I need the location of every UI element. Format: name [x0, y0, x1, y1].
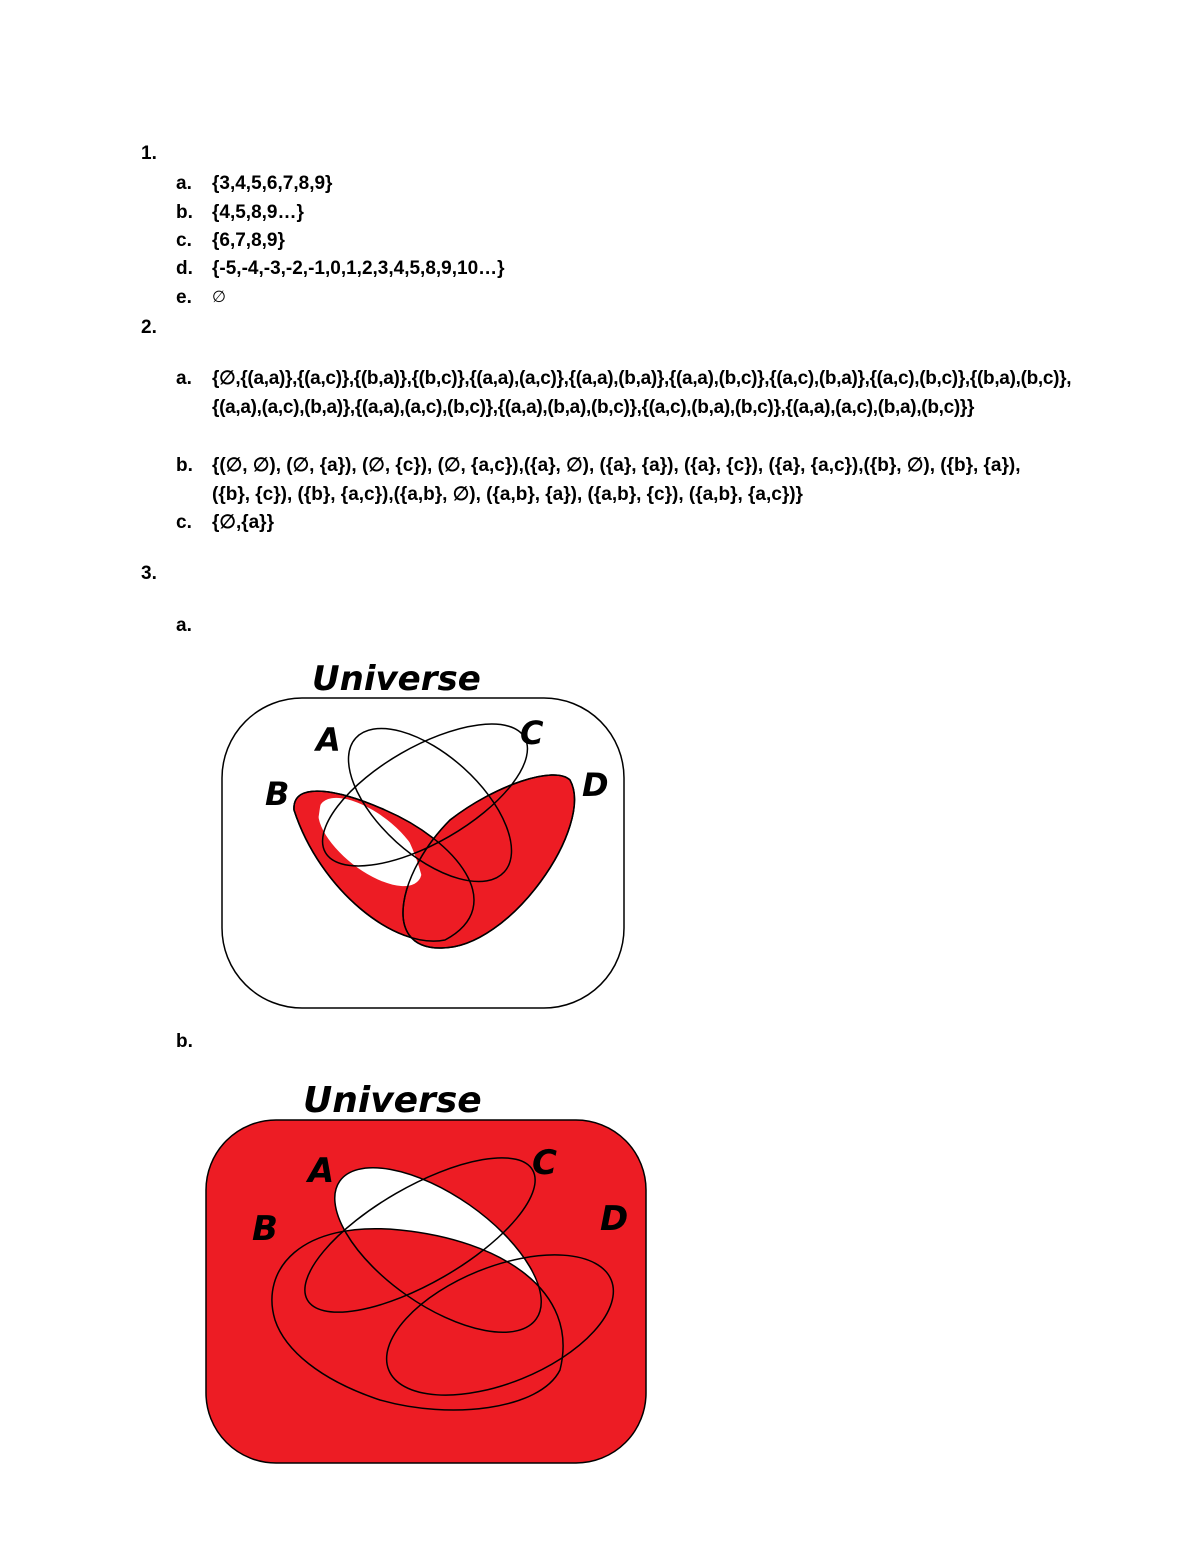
set-d-label: D [600, 1199, 629, 1239]
q1-item-c-text: {6,7,8,9} [212, 230, 285, 251]
universe-label: Universe [312, 659, 481, 699]
q2-item-b-text: {(∅, ∅), (∅, {a}), (∅, {c}), (∅, {a,c}),({a}, ∅), ({a}, {a}), ({a}, {c}), ({a}, {a,c}),({b}, ∅), ({b}, {a}), ({b}, {c}), ({b}, {a,c}),({a,b}, ∅), ({a,b}, {a}), ({a,b}, {c}), ({a,b}, {a,c})} [212, 455, 1021, 505]
q1-item-b-text: {4,5,8,9…} [212, 202, 304, 223]
q2-item-a-label: a. [176, 368, 192, 389]
universe-label: Universe [303, 1080, 482, 1121]
q2-item-b-label: b. [176, 455, 193, 476]
venn-diagram-b [200, 1070, 650, 1470]
q1-item-e-label: e. [176, 287, 192, 308]
set-a-label: A [316, 721, 341, 759]
venn-diagram-a [210, 650, 640, 1020]
q1-item-b-label: b. [176, 202, 193, 223]
set-d-label: D [582, 766, 609, 804]
set-c-label: C [532, 1143, 557, 1183]
q2-item-c-label: c. [176, 512, 192, 533]
set-c-label: C [520, 714, 544, 752]
q1-item-c-label: c. [176, 230, 192, 251]
set-a-label: A [308, 1151, 335, 1191]
question-2-number: 2. [141, 317, 157, 338]
q2-item-c-text: {∅,{a}} [212, 512, 274, 533]
q1-item-e-text: ∅ [212, 289, 226, 306]
question-3-number: 3. [141, 563, 157, 584]
question-1-number: 1. [141, 143, 157, 164]
set-b-label: B [265, 775, 290, 813]
q1-item-a-text: {3,4,5,6,7,8,9} [212, 173, 333, 194]
set-b-label: B [252, 1209, 278, 1249]
q1-item-d-label: d. [176, 258, 193, 279]
q1-item-d-text: {-5,-4,-3,-2,-1,0,1,2,3,4,5,8,9,10…} [212, 258, 505, 279]
q3-part-a-label: a. [176, 615, 192, 636]
q3-part-b-label: b. [176, 1031, 193, 1052]
q2-item-a-text: {∅,{(a,a)},{(a,c)},{(b,a)},{(b,c)},{(a,a),(a,c)},{(a,a),(b,a)},{(a,a),(b,c)},{(a,c),(b,a)},{(a,c),(b,c)},{(b,a),(b,c)},{(a,a),(a,c),(b,a)},{(a,a),(a,c),(b,c)},{(a,a),(b,a),(b,c)},{(a,c),(b,a),(b,c)},{(a,a),(a,c),(b,a),(b,c)}} [212, 368, 1072, 418]
q1-item-a-label: a. [176, 173, 192, 194]
